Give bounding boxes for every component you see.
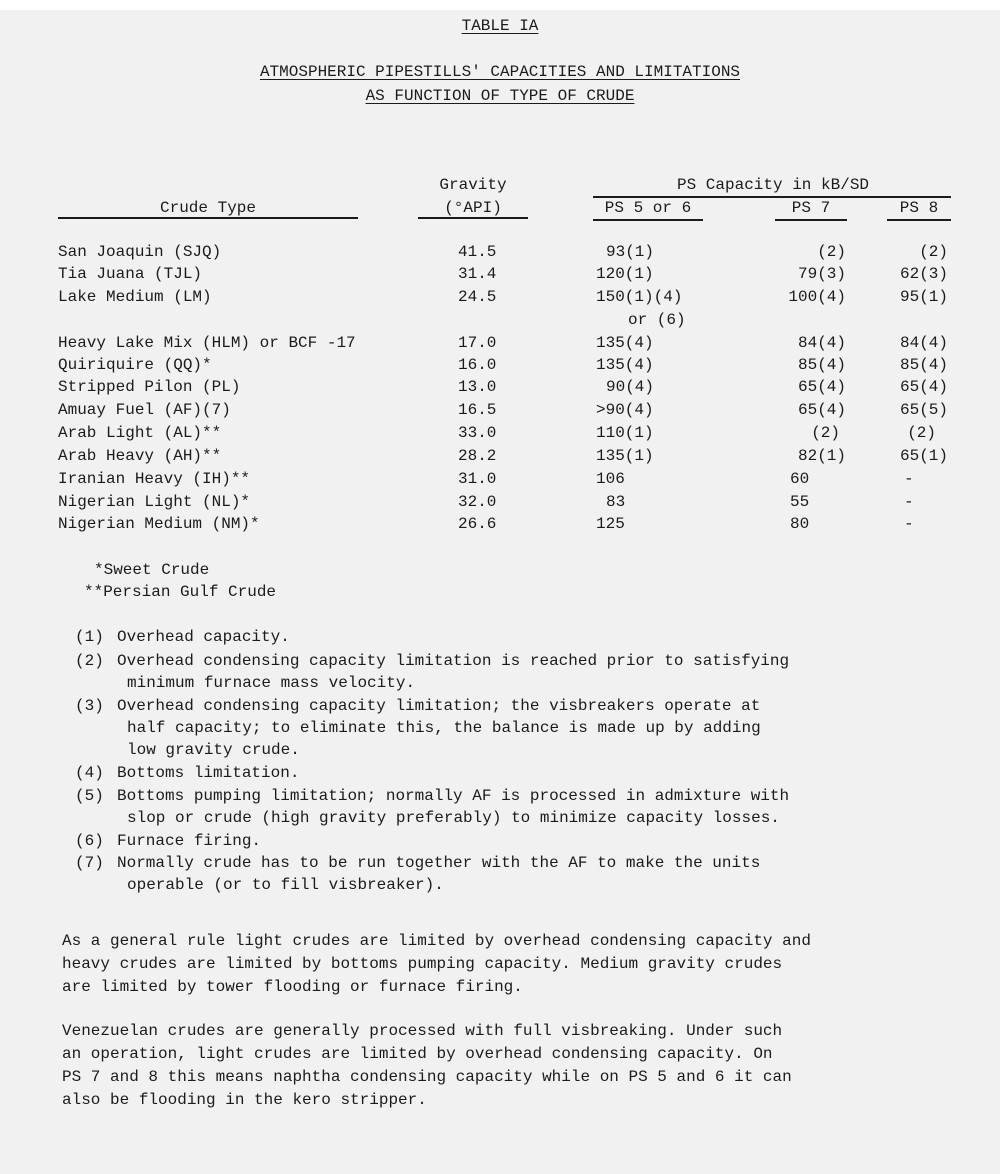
row-crude: Nigerian Medium (NM)* (58, 515, 260, 533)
footnote-text: Normally crude has to be run together with the AF to make the units (117, 854, 761, 872)
row-gravity: 17.0 (458, 334, 497, 352)
row-ps56: 90(4) (606, 378, 655, 396)
row-crude: Tia Juana (TJL) (58, 265, 203, 283)
row-gravity: 16.0 (458, 356, 497, 374)
row-crude: Lake Medium (LM) (58, 288, 212, 306)
table-label: TABLE IA (461, 17, 539, 35)
row-crude: Amuay Fuel (AF)(7) (58, 401, 231, 419)
row-ps56: 120(1) (596, 265, 654, 283)
row-ps7: 60 (790, 470, 810, 488)
row-ps8: 62(3) (899, 265, 948, 283)
header-gravity-unit: (°API) (444, 199, 502, 217)
row-gravity: 41.5 (458, 243, 497, 261)
row-gravity: 33.0 (458, 424, 497, 442)
row-ps8: (2) (907, 424, 936, 442)
header-ps8: PS 8 (899, 199, 939, 217)
row-crude: Iranian Heavy (IH)** (58, 470, 251, 488)
row-gravity: 31.0 (458, 470, 497, 488)
row-crude: Heavy Lake Mix (HLM) or BCF -17 (58, 334, 356, 352)
row-gravity: 28.2 (458, 447, 497, 465)
paragraph-line: heavy crudes are limited by bottoms pumping capacity. Medium gravity crudes (62, 955, 783, 973)
row-ps56: 135(1) (596, 447, 654, 465)
footnote-number: (7) (75, 854, 104, 872)
row-crude: Stripped Pilon (PL) (58, 378, 241, 396)
row-ps56: >90(4) (596, 401, 654, 419)
row-ps7: 84(4) (797, 334, 846, 352)
paragraph-line: Venezuelan crudes are generally processed with full visbreaking. Under such (62, 1022, 783, 1040)
header-gravity: Gravity (439, 176, 507, 194)
row-ps8: 85(4) (899, 356, 948, 374)
footnote-number: (5) (75, 787, 104, 805)
header-ps56: PS 5 or 6 (604, 199, 692, 217)
footnote-number: (6) (75, 832, 104, 850)
paragraph-line: are limited by tower flooding or furnace firing. (62, 978, 523, 996)
footnote (75, 830, 955, 852)
row-ps8: - (904, 493, 914, 511)
row-ps7: 80 (790, 515, 810, 533)
row-ps7: (2) (811, 424, 840, 442)
footnote-text: Bottoms pumping limitation; normally AF is processed in admixture with (117, 787, 790, 805)
page-top-edge (0, 0, 1000, 10)
rule-ps56 (593, 219, 703, 221)
row-crude: Quiriquire (QQ)* (58, 356, 212, 374)
row-ps8: 65(1) (899, 447, 948, 465)
row-gravity: 24.5 (458, 288, 497, 306)
row-crude: Arab Light (AL)** (58, 424, 222, 442)
row-ps7: 100(4) (788, 288, 846, 306)
legend-sweet-crude: *Sweet Crude (94, 561, 210, 579)
footnote-text: Overhead capacity. (117, 628, 290, 646)
row-crude: Arab Heavy (AH)** (58, 447, 222, 465)
row-gravity: 16.5 (458, 401, 497, 419)
row-ps56: 106 (596, 470, 625, 488)
footnote-text: half capacity; to eliminate this, the balance is made up by adding (127, 719, 761, 737)
header-ps7: PS 7 (791, 199, 831, 217)
row-ps56: 150(1)(4) (596, 288, 683, 306)
row-ps56: 110(1) (596, 424, 654, 442)
footnote (75, 762, 955, 784)
title-line-2: AS FUNCTION OF TYPE OF CRUDE (365, 87, 635, 105)
footnote-number: (1) (75, 628, 104, 646)
row-ps56: 135(4) (596, 356, 654, 374)
row-ps8: 65(4) (899, 378, 948, 396)
legend-persian-gulf: **Persian Gulf Crude (84, 583, 277, 601)
row-ps7: 85(4) (797, 356, 846, 374)
footnote-text: Bottoms limitation. (117, 764, 300, 782)
row-ps7: 82(1) (797, 447, 846, 465)
footnote (75, 852, 955, 896)
row-gravity: 32.0 (458, 493, 497, 511)
footnote-text: Furnace firing. (117, 832, 262, 850)
row-ps56: 135(4) (596, 334, 654, 352)
row-ps8: - (904, 515, 914, 533)
row-ps56: 83 (606, 493, 626, 511)
header-crude-type: Crude Type (159, 199, 256, 217)
rule-ps8 (887, 219, 951, 221)
row-ps8: 95(1) (899, 288, 948, 306)
paragraph-line: As a general rule light crudes are limited by overhead condensing capacity and (62, 932, 811, 950)
row-ps8: 65(5) (899, 401, 948, 419)
row-ps56: 125 (596, 515, 625, 533)
footnote-number: (2) (75, 652, 104, 670)
footnote-number: (3) (75, 697, 104, 715)
footnote-text: low gravity crude. (127, 741, 300, 759)
paragraph-line: an operation, light crudes are limited by overhead condensing capacity. On (62, 1045, 773, 1063)
row-crude: San Joaquin (SJQ) (58, 243, 222, 261)
row-ps8: 84(4) (899, 334, 948, 352)
row-ps7: 55 (790, 493, 810, 511)
row-ps7: 79(3) (797, 265, 846, 283)
paragraph-line: PS 7 and 8 this means naphtha condensing capacity while on PS 5 and 6 it can (62, 1068, 792, 1086)
rule-ps7 (775, 219, 847, 221)
footnote (75, 650, 955, 694)
rule-crude-type (58, 217, 358, 219)
paragraph-line: also be flooding in the kero stripper. (62, 1091, 427, 1109)
header-ps-capacity: PS Capacity in kB/SD (676, 176, 870, 194)
footnote (75, 626, 955, 648)
row-ps8: (2) (919, 243, 948, 261)
row-ps7: 65(4) (797, 378, 846, 396)
footnote-text: slop or crude (high gravity preferably) to minimize capacity losses. (127, 809, 780, 827)
paragraph-venezuelan (62, 1020, 962, 1112)
footnote (75, 785, 955, 829)
footnote-number: (4) (75, 764, 104, 782)
footnote-text: minimum furnace mass velocity. (127, 674, 416, 692)
row-ps7: (2) (817, 243, 846, 261)
row-ps8: - (904, 470, 914, 488)
row-gravity: 26.6 (458, 515, 497, 533)
row-crude: Nigerian Light (NL)* (58, 493, 251, 511)
row-gravity: 13.0 (458, 378, 497, 396)
row-ps7: 65(4) (797, 401, 846, 419)
footnote-text: Overhead condensing capacity limitation; the visbreakers operate at (117, 697, 761, 715)
row-ps56: 93(1) (606, 243, 655, 261)
row-gravity: 31.4 (458, 265, 497, 283)
rule-gravity (418, 217, 528, 219)
footnote-text: operable (or to fill visbreaker). (127, 876, 444, 894)
paragraph-general-rule (62, 930, 962, 999)
title-line-1: ATMOSPHERIC PIPESTILLS' CAPACITIES AND LIMITATIONS (259, 63, 741, 81)
footnote (75, 695, 955, 761)
footnote-text: Overhead condensing capacity limitation is reached prior to satisfying (117, 652, 790, 670)
row-ps56-continued: or (6) (628, 311, 686, 329)
